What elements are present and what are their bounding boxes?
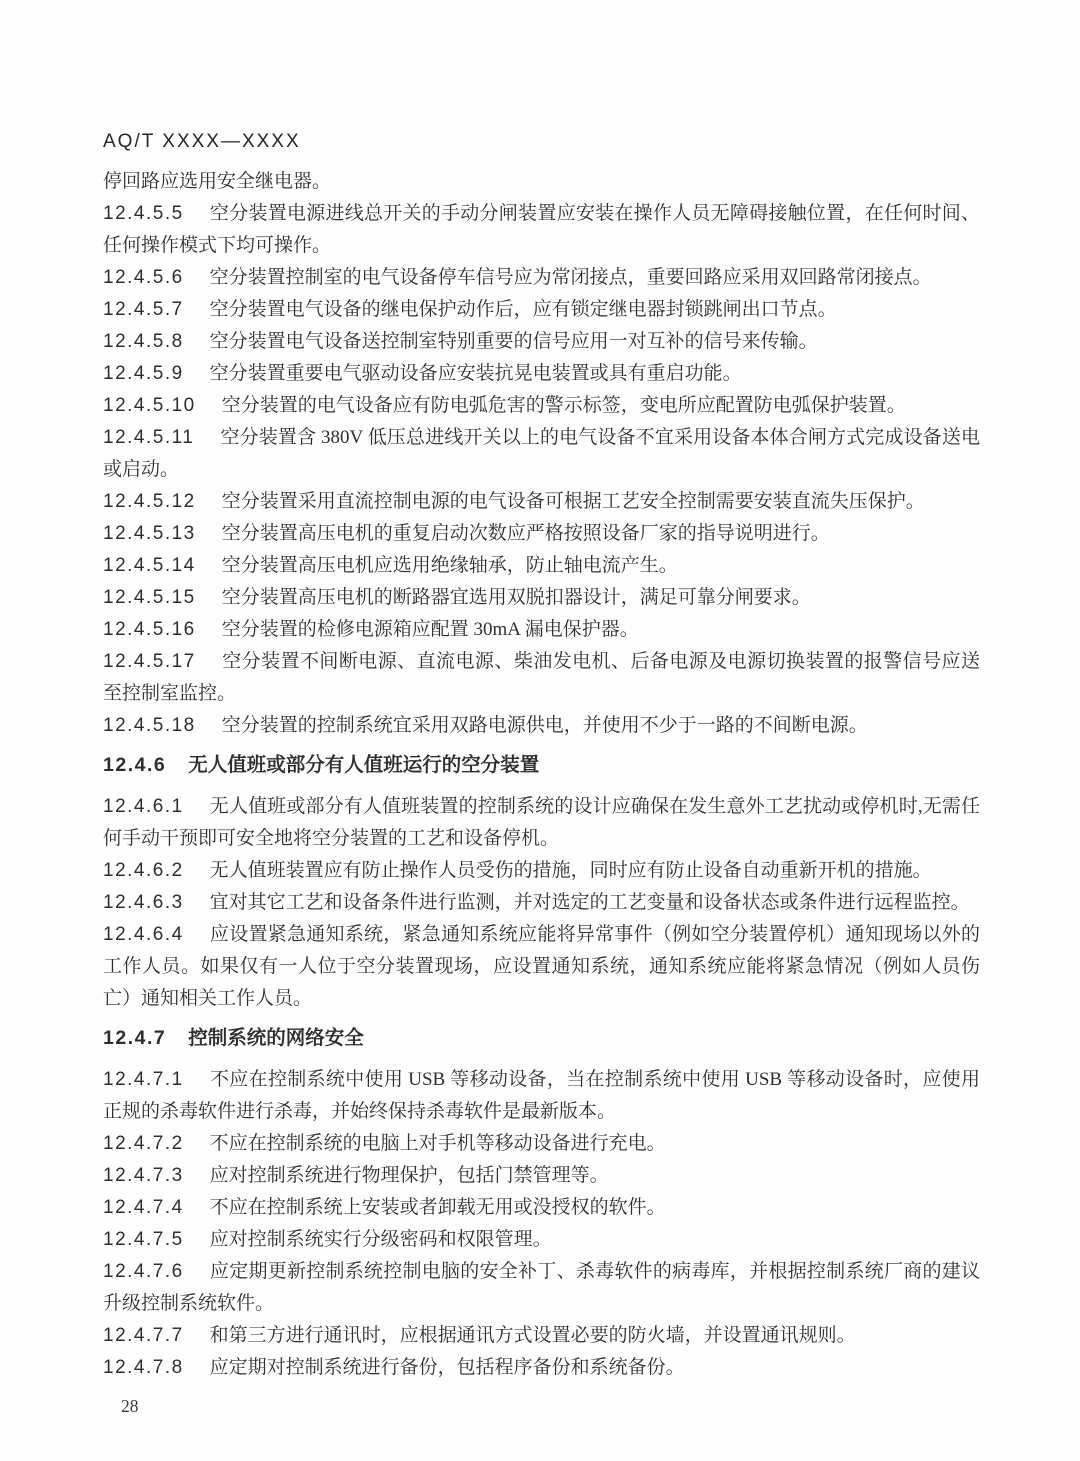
clause-number: 12.4.5.5 <box>103 203 184 224</box>
clause-text: 无人值班或部分有人值班装置的控制系统的设计应确保在发生意外工艺扰动或停机时,无需任何手动干预即可安全地将空分装置的工艺和设备停机。 <box>103 796 980 849</box>
clause-number: 12.4.5.15 <box>103 587 196 608</box>
clause-text: 不应在控制系统的电脑上对手机等移动设备进行充电。 <box>209 1133 666 1154</box>
clause-number: 12.4.7.3 <box>103 1165 184 1186</box>
clause-paragraph <box>103 1320 980 1352</box>
clause-paragraph <box>103 614 980 646</box>
clause-text: 空分装置采用直流控制电源的电气设备可根据工艺安全控制需要安装直流失压保护。 <box>221 491 925 512</box>
clause-paragraph <box>103 390 980 422</box>
clause-number: 12.4.6.2 <box>103 860 184 881</box>
clause-number: 12.4.5.10 <box>103 395 196 416</box>
clause-number: 12.4.5.18 <box>103 715 196 736</box>
clause-text: 空分装置高压电机的断路器宜选用双脱扣器设计，满足可靠分闸要求。 <box>221 587 811 608</box>
clause-text: 应对控制系统实行分级密码和权限管理。 <box>209 1229 552 1250</box>
clause-text: 空分装置高压电机的重复启动次数应严格按照设备厂家的指导说明进行。 <box>221 523 830 544</box>
standard-code-header: AQ/T XXXX—XXXX <box>103 131 301 152</box>
clause-paragraph <box>103 1128 980 1160</box>
section-heading <box>103 1022 980 1054</box>
clause-text: 不应在控制系统中使用 USB 等移动设备，当在控制系统中使用 USB 等移动设备时，应使用正规的杀毒软件进行杀毒，并始终保持杀毒软件是最新版本。 <box>103 1069 980 1122</box>
clause-paragraph <box>103 855 980 887</box>
clause-paragraph <box>103 791 980 855</box>
clause-number: 12.4.7.5 <box>103 1229 184 1250</box>
clause-number: 12.4.7.7 <box>103 1325 184 1346</box>
clause-paragraph <box>103 198 980 262</box>
section-heading-text: 无人值班或部分有人值班运行的空分装置 <box>188 754 540 776</box>
clause-number: 12.4.5.17 <box>103 651 196 672</box>
clause-number: 12.4.7 <box>103 1027 167 1049</box>
clause-number: 12.4.7.1 <box>103 1069 184 1090</box>
clause-text: 空分装置的控制系统宜采用双路电源供电，并使用不少于一路的不间断电源。 <box>221 715 868 736</box>
clause-text: 空分装置不间断电源、直流电源、柴油发电机、后备电源及电源切换装置的报警信号应送至控制室监控。 <box>103 651 980 704</box>
clause-text: 空分装置重要电气驱动设备应安装抗晃电装置或具有重启功能。 <box>209 363 742 384</box>
clause-number: 12.4.7.6 <box>103 1261 184 1282</box>
clause-number: 12.4.5.11 <box>103 427 195 448</box>
clause-paragraph <box>103 550 980 582</box>
clause-text: 和第三方进行通讯时，应根据通讯方式设置必要的防火墙，并设置通讯规则。 <box>209 1325 856 1346</box>
clause-number: 12.4.5.13 <box>103 523 196 544</box>
clause-text: 应设置紧急通知系统，紧急通知系统应能将异常事件（例如空分装置停机）通知现场以外的工作人员。如果仅有一人位于空分装置现场，应设置通知系统，通知系统应能将紧急情况（例如人员伤亡）通知相关工作人员。 <box>103 924 980 1009</box>
clause-paragraph <box>103 1160 980 1192</box>
clause-number: 12.4.6.3 <box>103 892 184 913</box>
clause-number: 12.4.7.2 <box>103 1133 184 1154</box>
clause-paragraph <box>103 518 980 550</box>
clause-paragraph <box>103 1064 980 1128</box>
clause-text: 宜对其它工艺和设备条件进行监测，并对选定的工艺变量和设备状态或条件进行远程监控。 <box>209 892 970 913</box>
clause-text: 无人值班装置应有防止操作人员受伤的措施，同时应有防止设备自动重新开机的措施。 <box>209 860 932 881</box>
clause-text: 不应在控制系统上安装或者卸载无用或没授权的软件。 <box>209 1197 666 1218</box>
clause-text: 空分装置控制室的电气设备停车信号应为常闭接点，重要回路应采用双回路常闭接点。 <box>209 267 932 288</box>
clause-paragraph <box>103 422 980 486</box>
clause-paragraph <box>103 919 980 1015</box>
clause-paragraph <box>103 326 980 358</box>
clause-paragraph <box>103 262 980 294</box>
clause-number: 12.4.6.4 <box>103 924 184 945</box>
clause-number: 12.4.5.12 <box>103 491 196 512</box>
clause-paragraph <box>103 646 980 710</box>
clause-text: 停回路应选用安全继电器。 <box>103 171 332 192</box>
clause-paragraph <box>103 710 980 742</box>
clause-paragraph <box>103 294 980 326</box>
clause-number: 12.4.7.4 <box>103 1197 184 1218</box>
clause-number: 12.4.5.16 <box>103 619 196 640</box>
clause-paragraph <box>103 1256 980 1320</box>
clause-text: 空分装置的电气设备应有防电弧危害的警示标签，变电所应配置防电弧保护装置。 <box>221 395 906 416</box>
clause-text: 应对控制系统进行物理保护，包括门禁管理等。 <box>209 1165 609 1186</box>
clause-number: 12.4.5.14 <box>103 555 196 576</box>
clause-number: 12.4.7.8 <box>103 1357 184 1378</box>
clause-text: 空分装置电气设备的继电保护动作后，应有锁定继电器封锁跳闸出口节点。 <box>209 299 837 320</box>
clause-number: 12.4.6 <box>103 754 167 776</box>
page-number: 28 <box>121 1396 139 1416</box>
clause-text: 空分装置电源进线总开关的手动分闸装置应安装在操作人员无障碍接触位置，在任何时间、任何操作模式下均可操作。 <box>103 203 980 256</box>
clause-number: 12.4.6.1 <box>103 796 184 817</box>
document-content <box>103 166 980 1384</box>
clause-text: 空分装置电气设备送控制室特别重要的信号应用一对互补的信号来传输。 <box>209 331 818 352</box>
clause-number: 12.4.5.9 <box>103 363 184 384</box>
clause-paragraph <box>103 358 980 390</box>
clause-number: 12.4.5.7 <box>103 299 184 320</box>
clause-text: 空分装置的检修电源箱应配置 30mA 漏电保护器。 <box>221 619 639 640</box>
clause-paragraph <box>103 166 980 198</box>
clause-paragraph <box>103 1224 980 1256</box>
clause-paragraph <box>103 887 980 919</box>
clause-paragraph <box>103 1192 980 1224</box>
section-heading <box>103 749 980 781</box>
clause-number: 12.4.5.6 <box>103 267 184 288</box>
clause-text: 空分装置含 380V 低压总进线开关以上的电气设备不宜采用设备本体合闸方式完成设备送电或启动。 <box>103 427 980 480</box>
clause-text: 应定期对控制系统进行备份，包括程序备份和系统备份。 <box>209 1357 685 1378</box>
clause-text: 应定期更新控制系统控制电脑的安全补丁、杀毒软件的病毒库，并根据控制系统厂商的建议升级控制系统软件。 <box>103 1261 980 1314</box>
clause-paragraph <box>103 486 980 518</box>
clause-paragraph <box>103 1352 980 1384</box>
section-heading-text: 控制系统的网络安全 <box>188 1027 364 1049</box>
clause-number: 12.4.5.8 <box>103 331 184 352</box>
clause-text: 空分装置高压电机应选用绝缘轴承，防止轴电流产生。 <box>221 555 678 576</box>
clause-paragraph <box>103 582 980 614</box>
